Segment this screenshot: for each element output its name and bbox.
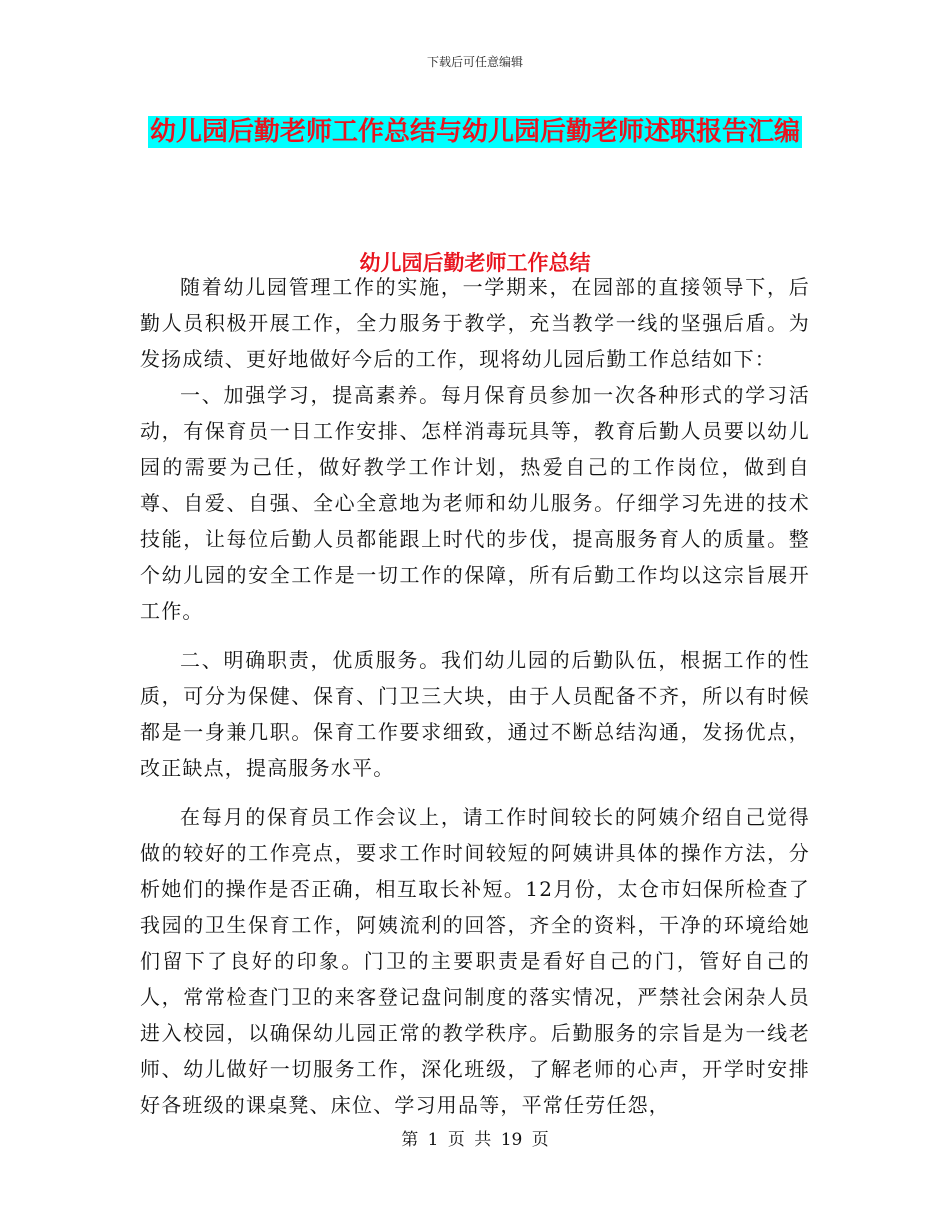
header-note: 下载后可任意编辑: [426, 55, 523, 69]
page-number: 第 1 页 共 19 页: [401, 1130, 549, 1150]
section-title: 幼儿园后勤老师工作总结: [359, 251, 591, 275]
paragraph-intro: 随着幼儿园管理工作的实施，一学期来，在园部的直接领导下，后勤人员积极开展工作，全力服务于教学，充当教学一线的坚强后盾。为发扬成绩、更好地做好今后的工作，现将幼儿园后勤工作总结如下：: [140, 275, 810, 371]
document-title: [140, 110, 810, 155]
paragraph-study: 一、加强学习，提高素养。每月保育员参加一次各种形式的学习活动，有保育员一日工作安排、怎样消毒玩具等，教育后勤人员要以幼儿园的需要为己任，做好教学工作计划，热爱自己的工作岗位，做到自尊、自爱、自强、全心全意地为老师和幼儿服务。仔细学习先进的技术技能，让每位后勤人员都能跟上时代的步伐，提高服务育人的质量。整个幼儿园的安全工作是一切工作的保障，所有后勤工作均以这宗旨展开工作。: [140, 383, 810, 623]
document-body: [140, 269, 810, 1123]
paragraph-duties: 二、明确职责，优质服务。我们幼儿园的后勤队伍，根据工作的性质，可分为保健、保育、门卫三大块，由于人员配备不齐，所以有时候都是一身兼几职。保育工作要求细致，通过不断总结沟通，发扬优点，改正缺点，提高服务水平。: [140, 648, 810, 780]
paragraph-meeting: 在每月的保育员工作会议上，请工作时间较长的阿姨介绍自己觉得做的较好的工作亮点，要求工作时间较短的阿姨讲具体的操作方法，分析她们的操作是否正确，相互取长补短。12月份，太仓市妇保所检查了我园的卫生保育工作，阿姨流利的回答，齐全的资料，干净的环境给她们留下了良好的印象。门卫的主要职责是看好自己的门，管好自己的人，常常检查门卫的来客登记盘问制度的落实情况，严禁社会闲杂人员进入校园，以确保幼儿园正常的教学秩序。后勤服务的宗旨是为一线老师、幼儿做好一切服务工作，深化班级，了解老师的心声，开学时安排好各班级的课桌凳、床位、学习用品等，平常任劳任怨，: [140, 805, 810, 1117]
document-title-text: 幼儿园后勤老师工作总结与幼儿园后勤老师述职报告汇编: [149, 117, 800, 147]
